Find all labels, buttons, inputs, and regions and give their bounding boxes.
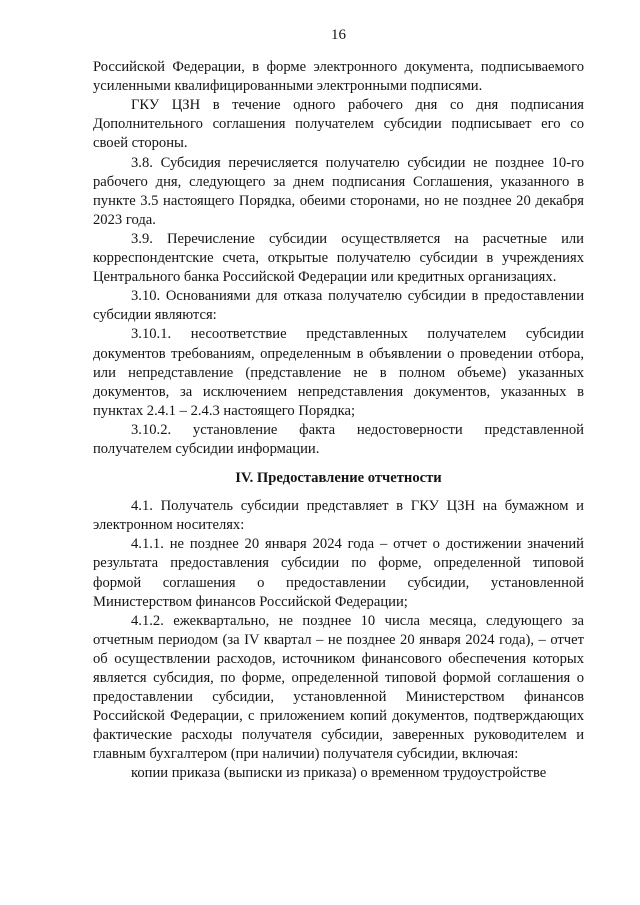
paragraph-4-1: 4.1. Получатель субсидии представляет в ГКУ ЦЗН на бумажном и электронном носителях: [93,498,584,534]
paragraph-3-8: 3.8. Субсидия перечисляется получателю субсидии не позднее 10-го рабочего дня, следующего за днем подписания Соглашения, указанного в пункте 3.5 настоящего Порядка, обеими сторонами, но не позднее 20 декабря 2023 года. [93,154,584,228]
paragraph-3-10-2: 3.10.2. установление факта недостоверности представленной получателем субсидии информации. [93,421,584,457]
paragraph-4-1-2: 4.1.2. ежеквартально, не позднее 10 числа месяца, следующего за отчетным периодом (за IV квартал – не позднее 20 января 2024 года), – отчет об осуществлении расходов, источником финансового обеспечения которых является субсидия, по форме, определенной типовой формой соглашения о предоставлении субсидии, установленной Министерством финансов Российской Федерации, с приложением копий документов, подтверждающих фактические расходы получателя субсидии, заверенных руководителем и главным бухгалтером (при наличии) получателя субсидии, включая: [93,612,584,763]
section-heading: IV. Предоставление отчетности [235,470,442,487]
paragraph-signing: ГКУ ЦЗН в течение одного рабочего дня со дня подписания Дополнительного соглашения получателем субсидии подписывает его со своей стороны. [93,97,584,152]
paragraph-3-10-1: 3.10.1. несоответствие представленных получателем субсидии документов требованиям, определенным в объявлении о проведении отбора, или непредставление (представление не в полном объеме) указанных документов, за исключением непредставления документов, указанных в пунктах 2.4.1 – 2.4.3 настоящего Порядка; [93,326,584,419]
page-number: 16 [331,27,346,43]
document-page [93,26,584,784]
paragraph-3-9: 3.9. Перечисление субсидии осуществляется на расчетные или корреспондентские счета, открытые получателю субсидии в учреждениях Центрального банка Российской Федерации или кредитных организациях. [93,230,584,286]
paragraph-3-10: 3.10. Основаниями для отказа получателю субсидии в предоставлении субсидии являются: [93,288,584,324]
paragraph-order-copies: копии приказа (выписки из приказа) о временном трудоустройстве [131,765,547,782]
paragraph-4-1-1: 4.1.1. не позднее 20 января 2024 года – отчет о достижении значений результата предоставления субсидии по форме, определенной типовой формой соглашения о предоставлении субсидии, установленной Министерством финансов Российской Федерации; [93,536,584,610]
paragraph-continuation: Российской Федерации, в форме электронного документа, подписываемого усиленными квалифицированными электронными подписями. [93,59,584,95]
